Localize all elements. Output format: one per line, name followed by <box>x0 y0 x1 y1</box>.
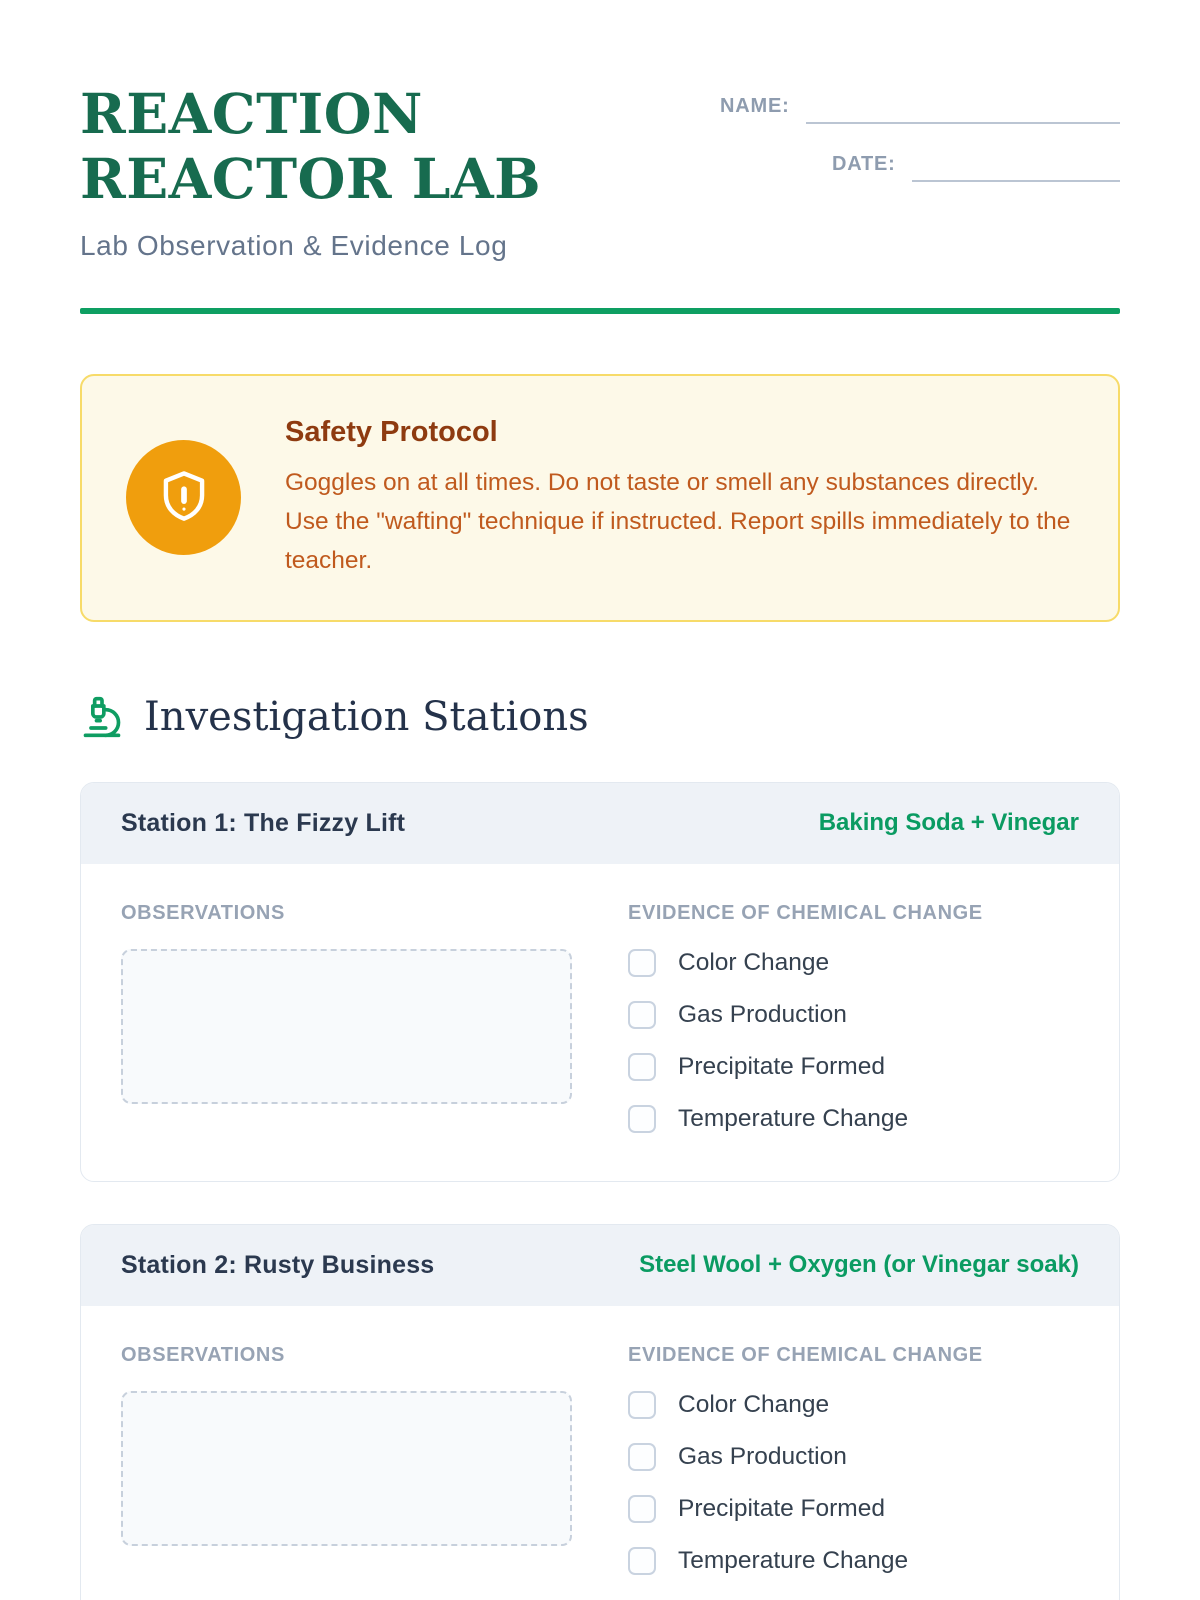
station-1-observations-col <box>121 902 572 1133</box>
title-block <box>80 82 720 262</box>
evidence-row-temperature-change <box>628 1105 1079 1133</box>
evidence-row-gas-production <box>628 1443 1079 1471</box>
evidence-row-precipitate-formed <box>628 1053 1079 1081</box>
evidence-row-color-change <box>628 1391 1079 1419</box>
station-2-header <box>81 1225 1119 1306</box>
shield-alert-icon <box>126 440 241 555</box>
checkbox-temperature-change[interactable] <box>628 1547 656 1575</box>
safety-title: Safety Protocol <box>285 415 498 448</box>
station-2-evidence-list <box>628 1391 1079 1575</box>
safety-callout <box>80 374 1120 622</box>
page-title: REACTION REACTOR LAB <box>80 81 542 211</box>
checkbox-precipitate-formed[interactable] <box>628 1495 656 1523</box>
name-field-row <box>720 94 1120 124</box>
checkbox-precipitate-formed[interactable] <box>628 1053 656 1081</box>
checkbox-color-change[interactable] <box>628 949 656 977</box>
checkbox-label: Temperature Change <box>678 1546 909 1574</box>
safety-body-text: Goggles on at all times. Do not taste or smell any substances directly. Use the "wafting" technique if instructed. Report spills immediately to the teacher. <box>285 468 1071 574</box>
section-title: Investigation Stations <box>144 693 589 740</box>
checkbox-label: Color Change <box>678 948 830 976</box>
station-1-evidence-col <box>628 902 1079 1133</box>
date-field-row <box>720 152 1120 182</box>
station-2-observations-area[interactable] <box>121 1391 572 1546</box>
station-1-header <box>81 783 1119 864</box>
observations-label: OBSERVATIONS <box>121 1343 285 1366</box>
checkbox-gas-production[interactable] <box>628 1443 656 1471</box>
station-1-observations-area[interactable] <box>121 949 572 1104</box>
station-2-body <box>81 1306 1119 1600</box>
evidence-row-precipitate-formed <box>628 1495 1079 1523</box>
checkbox-color-change[interactable] <box>628 1391 656 1419</box>
station-1-title: Station 1: The Fizzy Lift <box>121 808 406 837</box>
checkbox-label: Gas Production <box>678 1442 847 1470</box>
header-divider <box>80 308 1120 314</box>
station-card-1 <box>80 782 1120 1182</box>
section-heading <box>80 694 1120 740</box>
checkbox-temperature-change[interactable] <box>628 1105 656 1133</box>
evidence-label: EVIDENCE OF CHEMICAL CHANGE <box>628 1343 983 1366</box>
evidence-row-gas-production <box>628 1001 1079 1029</box>
safety-content <box>285 416 1074 580</box>
checkbox-label: Precipitate Formed <box>678 1494 885 1522</box>
header <box>80 82 1120 262</box>
evidence-row-temperature-change <box>628 1547 1079 1575</box>
date-input-line[interactable] <box>912 152 1120 182</box>
evidence-label: EVIDENCE OF CHEMICAL CHANGE <box>628 901 983 924</box>
name-date-fields <box>720 82 1120 182</box>
checkbox-label: Gas Production <box>678 1000 847 1028</box>
checkbox-label: Color Change <box>678 1390 830 1418</box>
checkbox-gas-production[interactable] <box>628 1001 656 1029</box>
name-label: NAME: <box>720 95 790 117</box>
station-2-title: Station 2: Rusty Business <box>121 1250 435 1279</box>
station-2-evidence-col <box>628 1344 1079 1575</box>
station-1-evidence-list <box>628 949 1079 1133</box>
checkbox-label: Temperature Change <box>678 1104 909 1132</box>
station-card-2 <box>80 1224 1120 1600</box>
station-2-materials: Steel Wool + Oxygen (or Vinegar soak) <box>639 1251 1079 1279</box>
evidence-row-color-change <box>628 949 1079 977</box>
microscope-icon <box>80 695 124 739</box>
checkbox-label: Precipitate Formed <box>678 1052 885 1080</box>
page-subtitle: Lab Observation & Evidence Log <box>80 229 508 261</box>
station-1-body <box>81 864 1119 1181</box>
name-input-line[interactable] <box>806 94 1120 124</box>
station-2-observations-col <box>121 1344 572 1575</box>
station-1-materials: Baking Soda + Vinegar <box>818 809 1079 837</box>
observations-label: OBSERVATIONS <box>121 901 285 924</box>
date-label: DATE: <box>832 153 896 175</box>
